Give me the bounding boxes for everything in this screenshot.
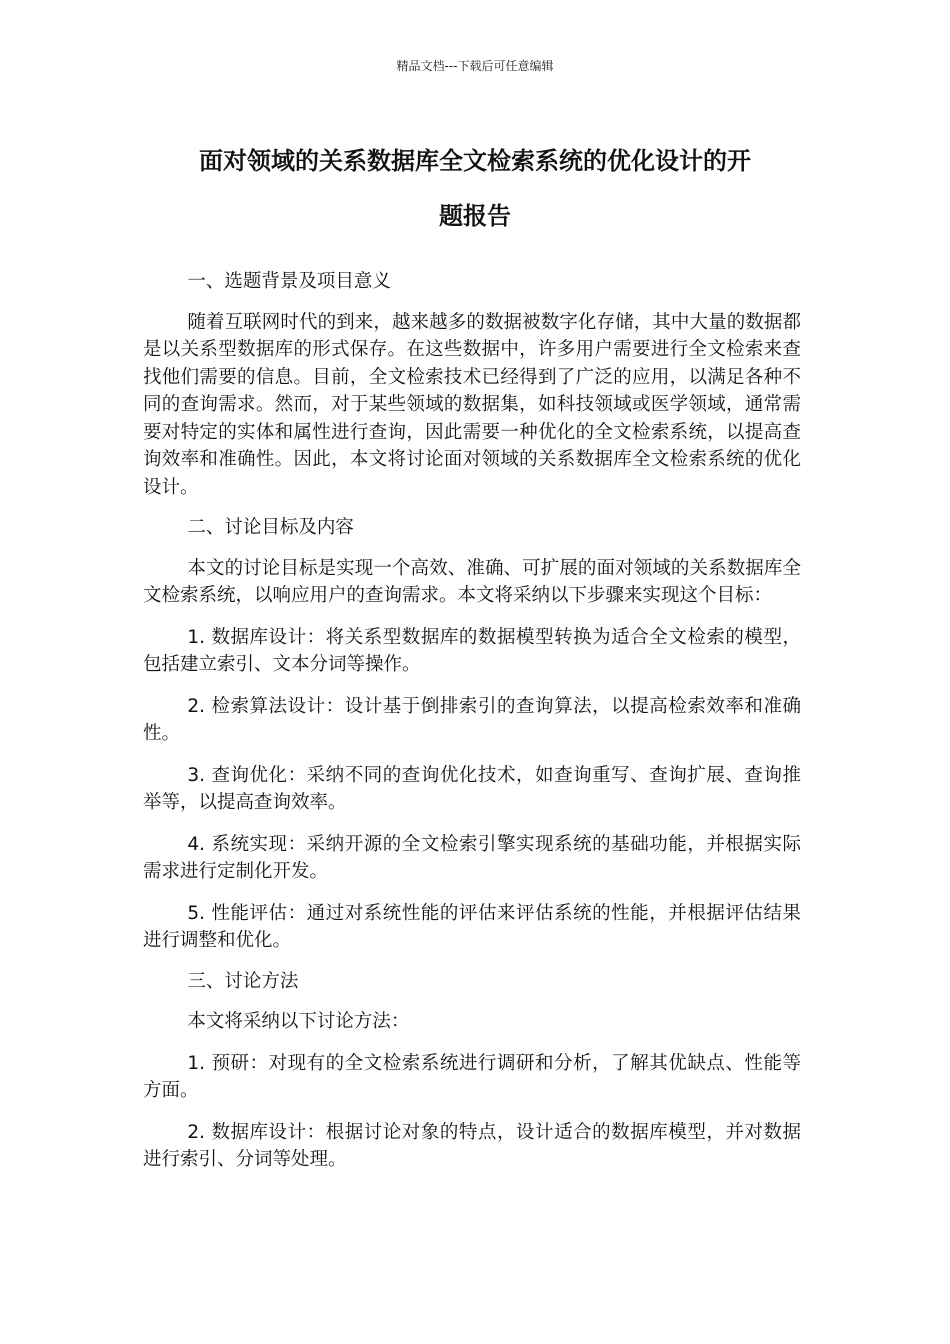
- list-item: 2. 数据库设计：根据讨论对象的特点，设计适合的数据库模型，并对数据进行索引、分词等处理。: [143, 1121, 801, 1170]
- list-item: 3. 查询优化：采纳不同的查询优化技术，如查询重写、查询扩展、查询推举等，以提高查询效率。: [143, 764, 801, 813]
- section-1-heading: 一、选题背景及项目意义: [187, 271, 391, 292]
- document-body: [143, 268, 801, 1174]
- section-2-heading: 二、讨论目标及内容: [187, 517, 354, 538]
- title-line-2: 题报告: [439, 202, 511, 230]
- section-1-paragraph: 随着互联网时代的到来，越来越多的数据被数字化存储，其中大量的数据都是以关系型数据库的形式保存。在这些数据中，许多用户需要进行全文检索来查找他们需要的信息。目前，全文检索技术已经得到了广泛的应用，以满足各种不同的查询需求。然而，对于某些领域的数据集，如科技领域或医学领域，通常需要对特定的实体和属性进行查询，因此需要一种优化的全文检索系统，以提高查询效率和准确性。因此，本文将讨论面对领域的关系数据库全文检索系统的优化设计。: [143, 311, 801, 498]
- list-item: 2. 检索算法设计：设计基于倒排索引的查询算法，以提高检索效率和准确性。: [143, 695, 801, 744]
- document-title: [142, 134, 808, 244]
- title-line-1: 面对领域的关系数据库全文检索系统的优化设计的开: [199, 147, 751, 175]
- header-note: 精品文档---下载后可任意编辑: [396, 59, 554, 73]
- list-item: 1. 预研：对现有的全文检索系统进行调研和分析，了解其优缺点、性能等方面。: [143, 1052, 801, 1101]
- list-item: 1. 数据库设计：将关系型数据库的数据模型转换为适合全文检索的模型，包括建立索引、文本分词等操作。: [143, 626, 801, 675]
- section-2-intro: 本文的讨论目标是实现一个高效、准确、可扩展的面对领域的关系数据库全文检索系统，以响应用户的查询需求。本文将采纳以下步骤来实现这个目标：: [143, 557, 801, 606]
- section-3-heading: 三、讨论方法: [187, 970, 299, 992]
- list-item: 4. 系统实现：采纳开源的全文检索引擎实现系统的基础功能，并根据实际需求进行定制化开发。: [143, 833, 801, 882]
- section-3-intro: 本文将采纳以下讨论方法：: [187, 1011, 410, 1032]
- list-item: 5. 性能评估：通过对系统性能的评估来评估系统的性能，并根据评估结果进行调整和优化。: [143, 902, 801, 951]
